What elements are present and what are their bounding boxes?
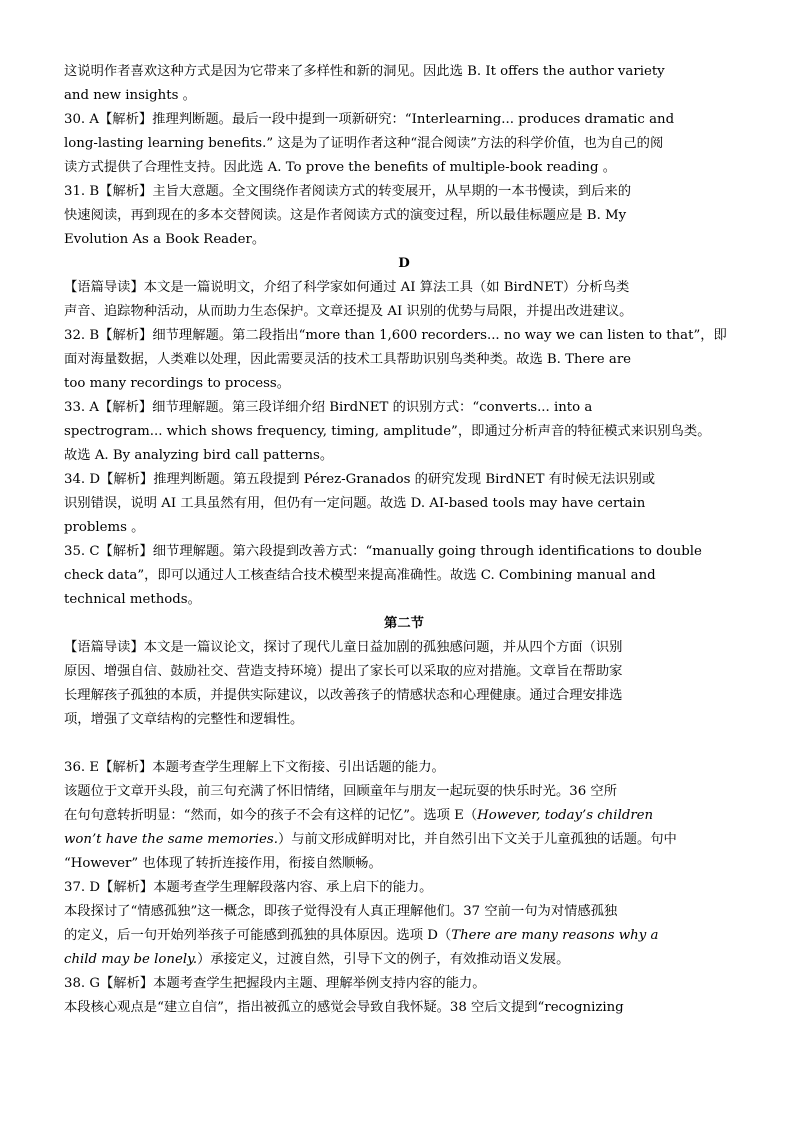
text-line-q31: Evolution As a Book Reader。 [64, 232, 266, 247]
text-line-q32: 32. B【解析】细节理解题。第二段指出“more than 1,600 recorders... no way we can listen to that”，即 [64, 328, 727, 343]
text-line-q33: 故选 A. By analyzing bird call patterns。 [64, 448, 334, 463]
text-line-q30: 读方式提供了合理性支持。因此选 A. To prove the benefits of multiple-book reading 。 [64, 160, 616, 175]
text-line-p1: and new insights 。 [64, 88, 196, 103]
text-line-q32: too many recordings to process。 [64, 376, 291, 391]
text-line-q31: 31. B【解析】主旨大意题。全文围绕作者阅读方式的转变展开，从早期的一本书慢读，到后来的 [64, 184, 632, 199]
text-line-intro-2: 【语篇导读】本文是一篇议论文，探讨了现代儿童日益加剧的孤独感问题，并从四个方面（识别 [64, 640, 623, 655]
text-line-q34: 识别错误，说明 AI 工具虽然有用，但仍有一定问题。故选 D. AI-based tools may have certain [64, 496, 646, 511]
text-line-q35: technical methods。 [64, 592, 201, 607]
passage-intro-part2 [64, 636, 744, 732]
section-heading-part2: 第二节 [384, 616, 424, 631]
answer-36-line: 该题位于文章开头段，前三句充满了怀旧情绪，回顾童年与朋友一起玩耍的快乐时光。36 空所 [64, 784, 618, 799]
text-line-p1: 这说明作者喜欢这种方式是因为它带来了多样性和新的洞见。因此选 B. It offers the author variety [64, 64, 665, 79]
answer-37-line: child may be lonely.）承接定义，过渡自然，引导下文的例子，有效推动语义发展。 [64, 952, 570, 967]
text-line-intro_d: 【语篇导读】本文是一篇说明文，介绍了科学家如何通过 AI 算法工具（如 BirdNET）分析鸟类 [64, 280, 630, 295]
text-line-q32: 面对海量数据，人类难以处理，因此需要灵活的技术工具帮助识别鸟类种类。故选 B. There are [64, 352, 632, 367]
section-heading-d: D [398, 256, 410, 271]
text-line-q30: 30. A【解析】推理判断题。最后一段中提到一项新研究：“Interlearning... produces dramatic and [64, 112, 675, 127]
answer-37 [64, 876, 744, 972]
text-line-q30: long-lasting learning benefits.” 这是为了证明作者这种“混合阅读”方法的科学价值，也为自己的阅 [64, 136, 664, 151]
text-line-q31: 快速阅读，再到现在的多本交替阅读。这是作者阅读方式的演变过程，所以最佳标题应是 B. My [64, 208, 627, 223]
answer-block-d [64, 276, 744, 612]
blank-line [64, 732, 744, 756]
answer-36-line: 在句句意转折明显：“然而，如今的孩子不会有这样的记忆”。选项 E（However, today’s children [64, 808, 654, 823]
answer-block-29-31 [64, 60, 744, 252]
answer-38-line: 本段核心观点是“建立自信”，指出被孤立的感觉会导致自我怀疑。38 空后文提到“recognizing [64, 1000, 624, 1015]
answer-38 [64, 972, 744, 1020]
text-line-intro-2: 长理解孩子孤独的本质，并提供实际建议，以改善孩子的情感状态和心理健康。通过合理安排选 [64, 688, 623, 703]
text-line-intro_d: 声音、追踪物种活动，从而助力生态保护。文章还提及 AI 识别的优势与局限，并提出改进建议。 [64, 304, 633, 319]
answer-36-head: 36. E【解析】本题考查学生理解上下文衔接、引出话题的能力。 [64, 760, 445, 775]
answer-36-line: “However” 也体现了转折连接作用，衔接自然顺畅。 [64, 856, 382, 871]
document-page [64, 60, 744, 1020]
answer-37-line: 的定义，后一句开始列举孩子可能感到孤独的具体原因。选项 D（There are many reasons why a [64, 928, 659, 943]
text-line-q34: problems 。 [64, 520, 145, 535]
text-line-q33: 33. A【解析】细节理解题。第三段详细介绍 BirdNET 的识别方式：“converts... into a [64, 400, 593, 415]
text-line-q34: 34. D【解析】推理判断题。第五段提到 Pérez-Granados 的研究发现 BirdNET 有时候无法识别或 [64, 472, 656, 487]
text-line-q33: spectrogram... which shows frequency, timing, amplitude”，即通过分析声音的特征模式来识别鸟类。 [64, 424, 711, 439]
text-line-q35: check data”，即可以通过人工核查结合技术模型来提高准确性。故选 C. Combining manual and [64, 568, 656, 583]
text-line-intro-2: 项，增强了文章结构的完整性和逻辑性。 [64, 712, 304, 727]
answer-38-head: 38. G【解析】本题考查学生把握段内主题、理解举例支持内容的能力。 [64, 976, 486, 991]
answer-37-head: 37. D【解析】本题考查学生理解段落内容、承上启下的能力。 [64, 880, 433, 895]
answer-36-line: won’t have the same memories.）与前文形成鲜明对比，并自然引出下文关于儿童孤独的话题。句中 [64, 832, 677, 847]
answer-37-line: 本段探讨了“情感孤独”这一概念，即孩子觉得没有人真正理解他们。37 空前一句为对情感孤独 [64, 904, 618, 919]
text-line-q35: 35. C【解析】细节理解题。第六段提到改善方式：“manually going through identifications to double [64, 544, 702, 559]
text-line-intro-2: 原因、增强自信、鼓励社交、营造支持环境）提出了家长可以采取的应对措施。文章旨在帮助家 [64, 664, 623, 679]
answer-36 [64, 756, 744, 876]
